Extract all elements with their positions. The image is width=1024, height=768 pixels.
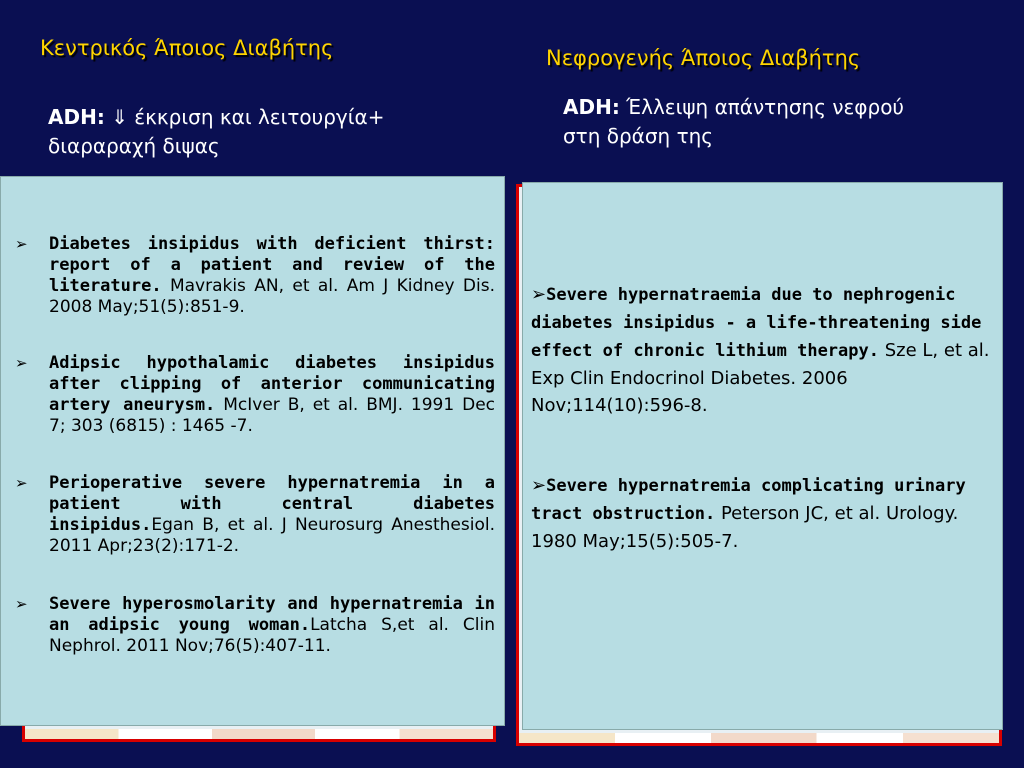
reference-title: Adipsic hypothalamic diabetes insipidus after clipping of anterior communicating artery aneurysm. [49,353,495,415]
arrow-bullet-icon: ➢ [531,475,547,496]
arrow-bullet-icon: ➢ [531,284,547,305]
reference-title: Perioperative severe hypernatremia in a patient with central diabetes insipidus. [49,473,495,535]
reference-title: Severe hyperosmolarity and hypernatremia in an adipsic young woman. [49,594,495,635]
adh-right-text: Έλλειψη απάντησης νεφρού στη δράση της [563,95,905,148]
reference-item [15,594,495,657]
reference-citation: Latcha S,et al. Clin Nephrol. 2011 Nov;76(5):407-11. [49,615,496,656]
adh-right-label: ADH: [563,95,620,119]
adh-left-label: ADH: [48,105,105,129]
reference-citation: McIver B, et al. BMJ. 1991 Dec 7; 303 (6815) : 1465 -7. [49,395,495,436]
arrow-bullet-icon: ➢ [15,474,28,492]
left-frame-stripe [25,729,493,739]
adh-left-text: ⇓ έκκριση και λειτουργία+ διαραραχή διψας [48,105,385,158]
reference-title: Diabetes insipidus with deficient thirst: report of a patient and review of the literature. [49,234,495,296]
reference-citation: Sze L, et al. Exp Clin Endocrinol Diabetes. 2006 Nov;114(10):596-8. [531,340,990,416]
arrow-bullet-icon: ➢ [15,235,28,253]
reference-item [15,353,495,437]
reference-citation: Egan B, et al. J Neurosurg Anesthesiol. 2011 Apr;23(2):171-2. [49,515,495,556]
central-di-references-panel [0,176,505,726]
reference-citation: Peterson JC, et al. Urology. 1980 May;15(5):505-7. [531,503,959,552]
reference-title: Severe hypernatraemia due to nephrogenic diabetes insipidus - a life-threatening side effect of chronic lithium therapy. [531,285,982,361]
arrow-bullet-icon: ➢ [15,354,28,372]
reference-item [15,473,495,557]
reference-title: Severe hypernatremia complicating urinary tract obstruction. [531,476,966,524]
right-frame-stripe [519,733,999,743]
reference-item [531,472,996,555]
reference-item [531,281,996,419]
reference-citation: Mavrakis AN, et al. Am J Kidney Dis. 2008 May;51(5):851-9. [49,276,495,317]
adh-left-note [48,103,488,161]
right-title: Νεφρογενής Άποιος Διαβήτης [546,46,861,70]
arrow-bullet-icon: ➢ [15,595,28,613]
left-title: Κεντρικός Άποιος Διαβήτης [40,36,334,60]
adh-right-note [563,93,913,151]
reference-item [15,234,495,318]
nephrogenic-di-references-panel [522,182,1003,730]
